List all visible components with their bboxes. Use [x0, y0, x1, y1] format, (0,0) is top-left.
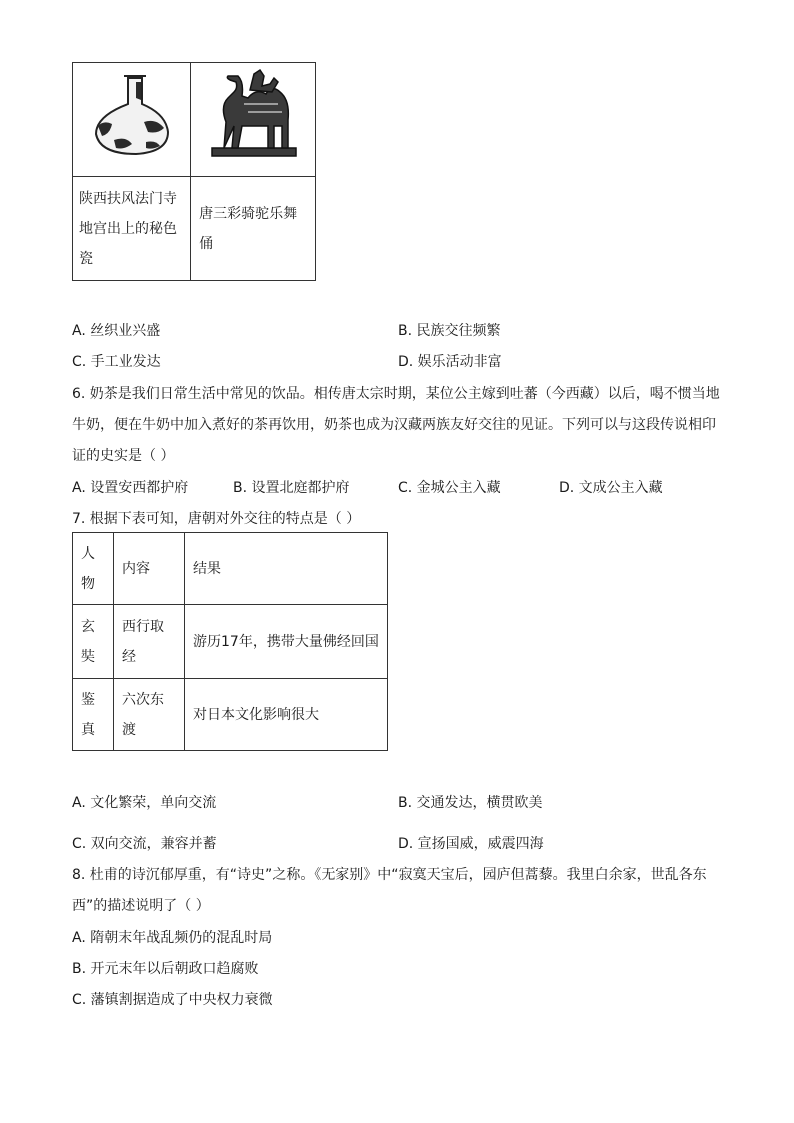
q6-option-a[interactable]: A. 设置安西都护府 — [72, 480, 189, 496]
q8-stem-line-2: 西”的描述说明了（ ） — [72, 898, 210, 914]
q7-row1-content: 西行取经 — [114, 605, 185, 679]
q7-row2-result: 对日本文化影响很大 — [185, 679, 388, 751]
q7-option-d[interactable]: D. 宣扬国威，威震四海 — [398, 836, 544, 852]
q7-row1-person: 玄奘 — [73, 605, 114, 679]
q6-stem-line-2: 牛奶，便在牛奶中加入煮好的茶再饮用，奶茶也成为汉藏两族友好交往的见证。下列可以与这段传说相印 — [72, 417, 716, 433]
q7-header-person: 人物 — [73, 533, 114, 605]
q5-option-d[interactable]: D. 娱乐活动非富 — [398, 354, 502, 370]
q6-stem-line-3: 证的史实是（ ） — [72, 448, 175, 464]
q6-option-d[interactable]: D. 文成公主入藏 — [559, 480, 663, 496]
q8-option-b[interactable]: B. 开元末年以后朝政口趋腐败 — [72, 961, 259, 977]
porcelain-image-cell — [73, 63, 191, 177]
q7-table — [72, 532, 388, 751]
camel-figurine-image-cell — [191, 63, 316, 177]
q5-artifact-table — [72, 62, 316, 281]
q7-header-result: 结果 — [185, 533, 388, 605]
q7-option-c[interactable]: C. 双向交流，兼容并蓄 — [72, 836, 217, 852]
q5-option-a[interactable]: A. 丝织业兴盛 — [72, 323, 161, 339]
q5-option-c[interactable]: C. 手工业发达 — [72, 354, 161, 370]
q5-option-b[interactable]: B. 民族交往频繁 — [398, 323, 501, 339]
q7-row2-person: 鉴真 — [73, 679, 114, 751]
secret-color-porcelain-image — [80, 64, 184, 164]
q8-stem-line-1: 8. 杜甫的诗沉郁厚重，有“诗史”之称。《无家别》中“寂寞天宝后，园庐但蒿藜。我里白余家，世乱各东 — [72, 867, 707, 883]
q6-stem-line-1: 6. 奶茶是我们日常生活中常见的饮品。相传唐太宗时期，某位公主嫁到吐蕃（今西藏）以后，喝不惯当地 — [72, 386, 720, 402]
q6-option-b[interactable]: B. 设置北庭都护府 — [233, 480, 350, 496]
q7-option-a[interactable]: A. 文化繁荣，单向交流 — [72, 795, 217, 811]
q8-option-c[interactable]: C. 藩镇割据造成了中央权力衰微 — [72, 992, 273, 1008]
camel-figurine-caption: 唐三彩骑驼乐舞俑 — [191, 177, 316, 281]
tri-color-camel-figurine-image — [198, 64, 308, 164]
q7-row2-content: 六次东渡 — [114, 679, 185, 751]
q7-row1-result: 游历17年，携带大量佛经回国 — [185, 605, 388, 679]
porcelain-caption: 陕西扶风法门寺地宫出上的秘色瓷 — [73, 177, 191, 281]
q7-option-b[interactable]: B. 交通发达，横贯欧美 — [398, 795, 543, 811]
q7-header-content: 内容 — [114, 533, 185, 605]
q7-stem: 7. 根据下表可知，唐朝对外交往的特点是（ ） — [72, 511, 361, 527]
q6-option-c[interactable]: C. 金城公主入藏 — [398, 480, 501, 496]
q8-option-a[interactable]: A. 隋朝末年战乱频仍的混乱时局 — [72, 930, 273, 946]
